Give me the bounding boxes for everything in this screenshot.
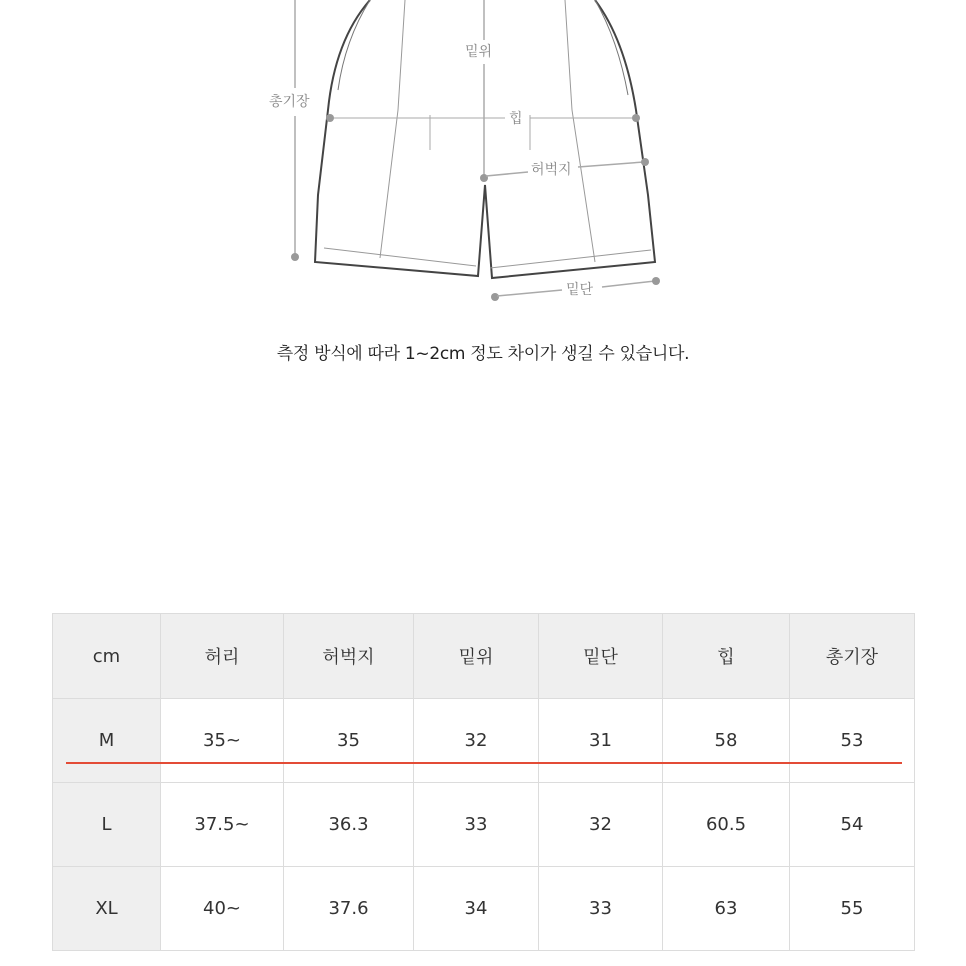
header-hem: 밑단 [539,614,663,699]
measurement-notice: 측정 방식에 따라 1~2cm 정도 차이가 생길 수 있습니다. [276,344,690,364]
table-cell: 31 [539,699,663,783]
table-cell: 63 [663,867,790,951]
table-cell: 36.3 [284,783,414,867]
size-m-highlight-underline [66,762,902,764]
size-label: XL [53,867,161,951]
table-cell: 34 [414,867,539,951]
header-rise: 밑위 [414,614,539,699]
header-waist: 허리 [161,614,284,699]
table-cell: 33 [414,783,539,867]
table-cell: 40~ [161,867,284,951]
table-cell: 54 [790,783,915,867]
table-cell: 60.5 [663,783,790,867]
table-header-row [53,614,915,699]
table-cell: 32 [539,783,663,867]
table-cell: 32 [414,699,539,783]
header-total-length: 총기장 [790,614,915,699]
rise-label: 밑위 [462,44,495,60]
size-label: L [53,783,161,867]
header-hip: 힙 [663,614,790,699]
table-row [53,867,915,951]
total-length-label: 총기장 [266,94,313,110]
table-cell: 33 [539,867,663,951]
table-row [53,783,915,867]
size-table [52,613,915,951]
size-diagram [0,0,966,320]
table-cell: 53 [790,699,915,783]
header-unit: cm [53,614,161,699]
table-row [53,699,915,783]
header-thigh: 허벅지 [284,614,414,699]
table-cell: 37.5~ [161,783,284,867]
thigh-label: 허벅지 [528,162,575,178]
hem-label: 밑단 [563,282,596,298]
table-cell: 55 [790,867,915,951]
size-label: M [53,699,161,783]
table-cell: 35~ [161,699,284,783]
table-cell: 35 [284,699,414,783]
table-cell: 37.6 [284,867,414,951]
table-cell: 58 [663,699,790,783]
hip-label: 힙 [506,111,526,127]
